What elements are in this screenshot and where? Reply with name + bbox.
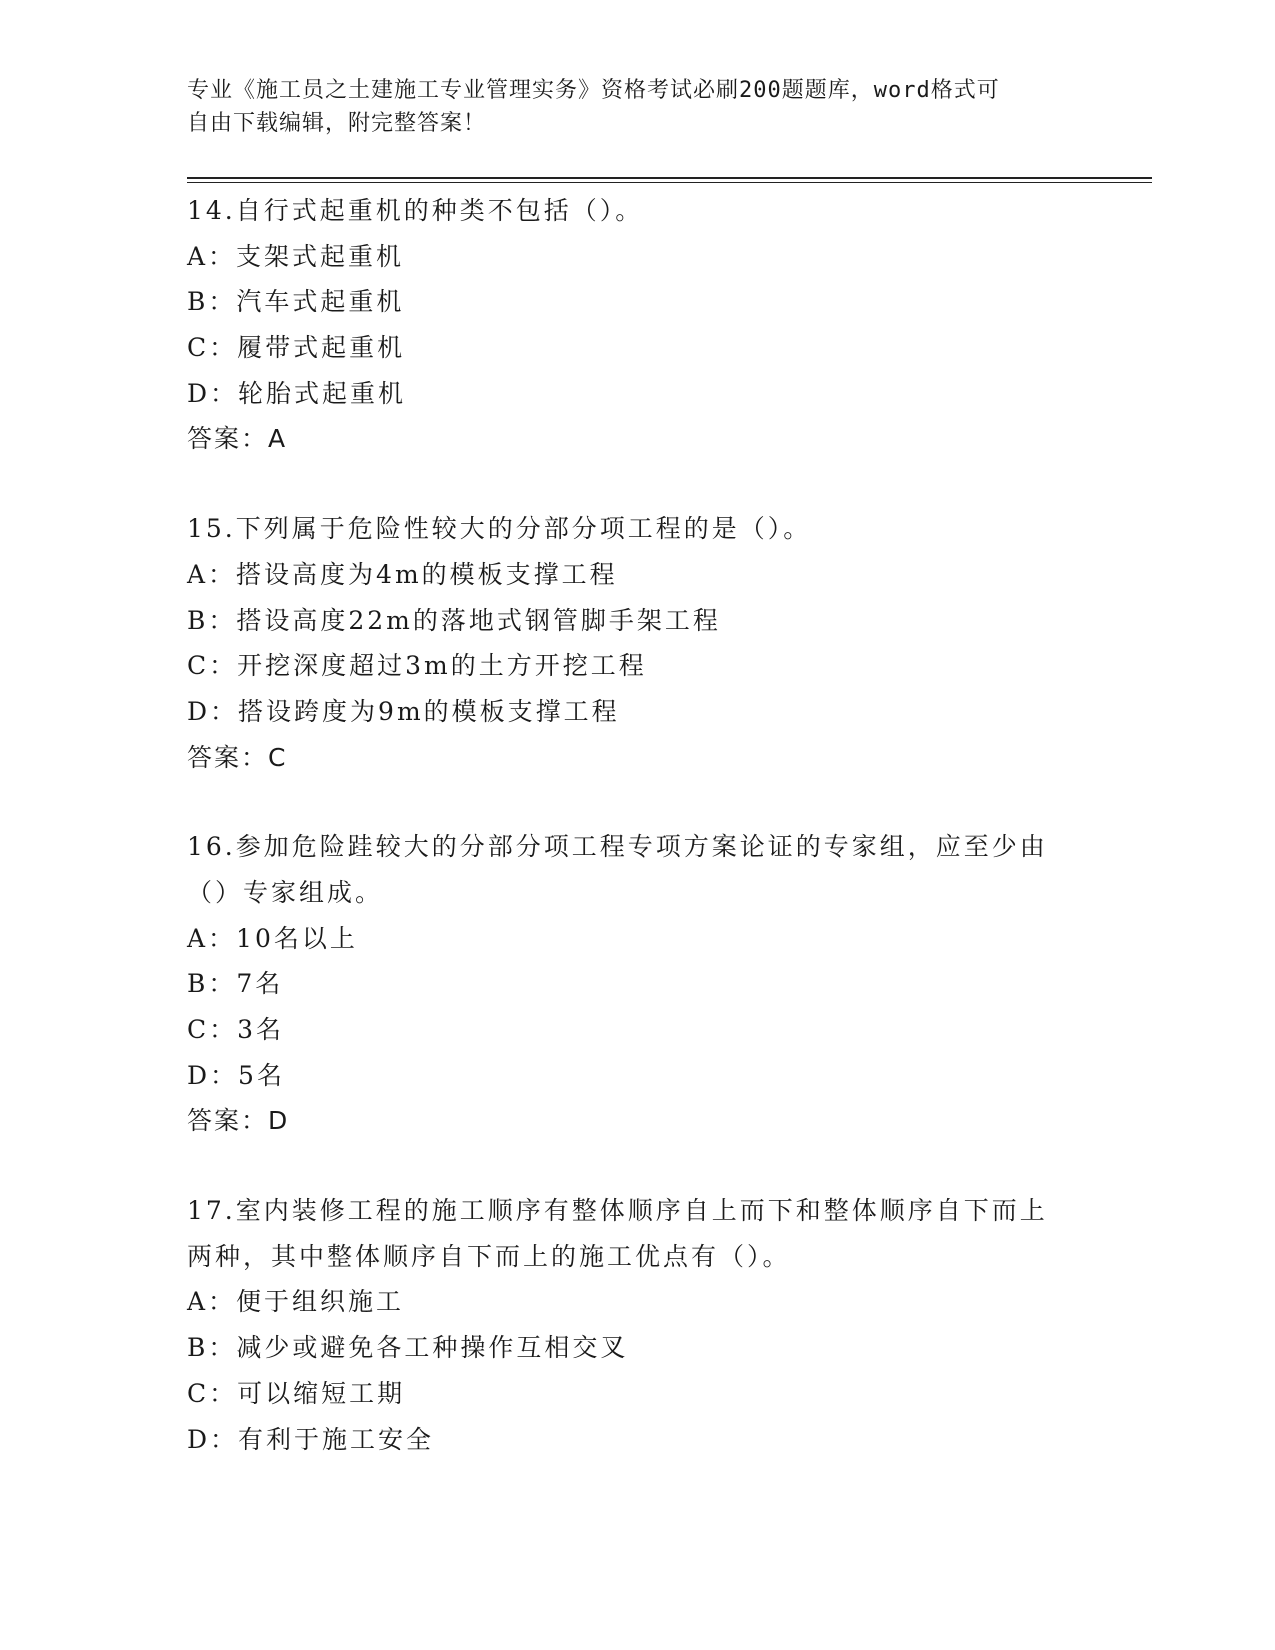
document-header	[187, 74, 1087, 140]
answer-label: 答案：C	[187, 742, 288, 772]
question-15	[187, 506, 1087, 780]
option-d: D：5名	[187, 1060, 285, 1090]
question-list	[187, 188, 1087, 1506]
header-divider-thick	[187, 177, 1152, 179]
header-divider-thin	[187, 182, 1152, 183]
option-d: D：有利于施工安全	[187, 1424, 435, 1454]
header-line-1: 专业《施工员之土建施工专业管理实务》资格考试必刷200题题库，word格式可	[187, 78, 1000, 103]
question-stem: 14.自行式起重机的种类不包括（）。	[187, 196, 644, 225]
answer-label: 答案：D	[187, 1106, 290, 1136]
option-b: B：7名	[187, 969, 284, 999]
option-d: D：轮胎式起重机	[187, 378, 407, 408]
option-a: A：便于组织施工	[187, 1287, 405, 1317]
question-17	[187, 1188, 1087, 1462]
option-b: B：减少或避免各工种操作互相交叉	[187, 1333, 629, 1363]
question-stem: 16.参加危险跬较大的分部分项工程专项方案论证的专家组，应至少由	[187, 832, 1048, 862]
option-b: B：汽车式起重机	[187, 287, 405, 317]
header-line-2: 自由下载编辑，附完整答案！	[187, 111, 487, 136]
answer-label: 答案：A	[187, 424, 288, 454]
option-a: A：10名以上	[187, 923, 358, 953]
question-stem-continued: （）专家组成。	[187, 877, 384, 907]
question-14	[187, 188, 1087, 462]
option-d: D：搭设跨度为9m的模板支撑工程	[187, 696, 620, 726]
option-c: C：可以缩短工期	[187, 1378, 406, 1408]
option-c: C：履带式起重机	[187, 333, 406, 363]
option-c: C：3名	[187, 1015, 285, 1044]
question-stem-continued: 两种，其中整体顺序自下而上的施工优点有（）。	[187, 1241, 791, 1271]
question-stem: 15.下列属于危险性较大的分部分项工程的是（）。	[187, 514, 812, 544]
question-stem: 17.室内装修工程的施工顺序有整体顺序自上而下和整体顺序自下而上	[187, 1196, 1048, 1226]
option-b: B：搭设高度22m的落地式钢管脚手架工程	[187, 605, 721, 635]
option-c: C：开挖深度超过3m的土方开挖工程	[187, 651, 647, 681]
question-16	[187, 824, 1087, 1144]
option-a: A：支架式起重机	[187, 241, 405, 271]
option-a: A：搭设高度为4m的模板支撑工程	[187, 559, 618, 589]
